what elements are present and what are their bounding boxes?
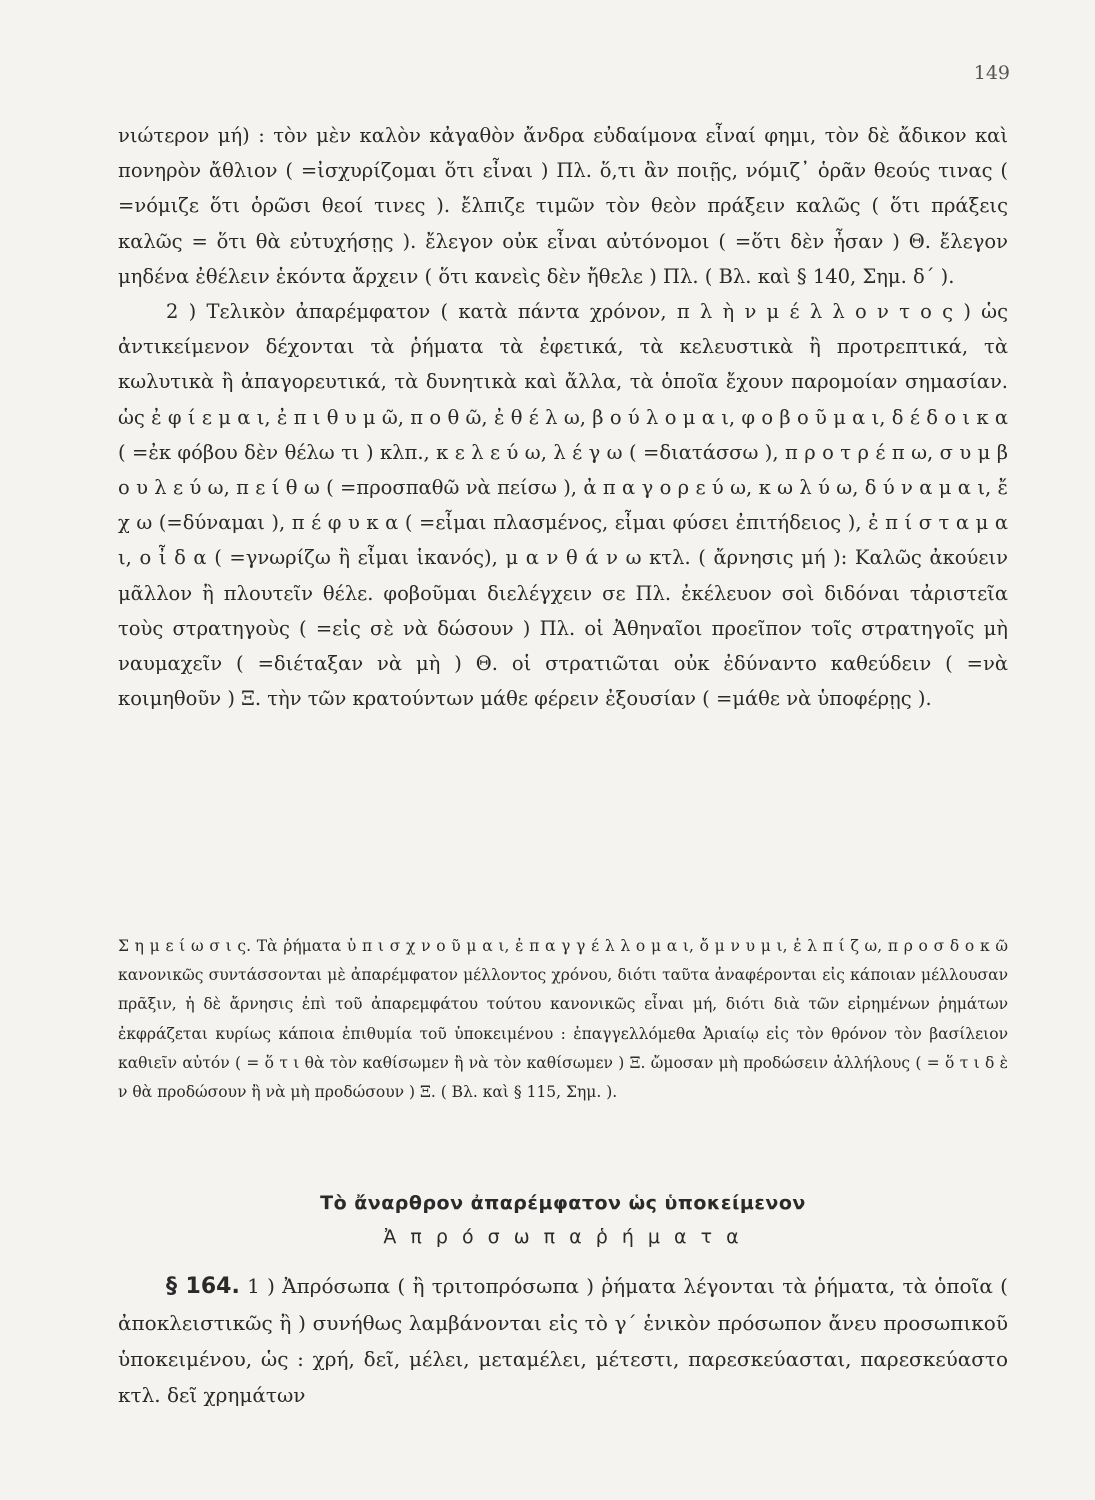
paragraph-2: 2 ) Τελικὸν ἀπαρέμφατον ( κατὰ πάντα χρόνον, π λ ὴ ν μ έ λ λ ο ν τ ο ς ) ὡς ἀντικείμενον δέχονται τὰ ῥήματα τὰ ἐφετικά, τὰ κελευστικὰ ἢ προτρεπτικά, τὰ κωλυτικὰ ἢ ἀπαγορευτικά, τὰ δυνητικὰ καὶ ἄλλα, τὰ ὁποῖα ἔχουν παρομοίαν σημασίαν. ὡς ἐ φ ί ε μ α ι, ἐ π ι θ υ μ ῶ, π ο θ ῶ, ἐ θ έ λ ω, β ο ύ λ ο μ α ι, φ ο β ο ῦ μ α ι, δ έ δ ο ι κ α ( =ἐκ φόβου δὲν θέλω τι ) κλπ., κ ε λ ε ύ ω, λ έ γ ω ( =διατάσσω ), π ρ ο τ ρ έ π ω, σ υ μ β ο υ λ ε ύ ω, π ε ί θ ω ( =προσπαθῶ νὰ πείσω ), ἀ π α γ ο ρ ε ύ ω, κ ω λ ύ ω, δ ύ ν α μ α ι, ἔ χ ω (=δύναμαι ), π έ φ υ κ α ( =εἶμαι πλασμένος, εἶμαι φύσει ἐπιτήδειος ), ἐ π ί σ τ α μ α ι, ο ἶ δ α ( =γνωρίζω ἢ εἶμαι ἱκανός), μ α ν θ ά ν ω κτλ. ( ἄρνησις μή ): Καλῶς ἀκούειν μᾶλλον ἢ πλουτεῖν θέλε. φοβοῦμαι διελέγχειν σε Πλ. ἐκέλευον σοὶ διδόναι τἀριστεῖα τοὺς στρατηγοὺς ( =εἰς σὲ νὰ δώσουν ) Πλ. οἱ Ἀθηναῖοι προεῖπον τοῖς στρατηγοῖς μὴ ναυμαχεῖν ( =διέταξαν νὰ μὴ ) Θ. οἱ στρατιῶται οὐκ ἐδύναντο καθεύδειν ( =νὰ κοιμηθοῦν ) Ξ. τὴν τῶν κρατούντων μάθε φέρειν ἐξουσίαν ( =μάθε νὰ ὑποφέρῃς ). — [118, 300, 1008, 711]
main-text — [118, 118, 1008, 716]
note-paragraph: Σ η μ ε ί ω σ ι ς. Τὰ ῥήματα ὑ π ι σ χ ν ο ῦ μ α ι, ἐ π α γ γ έ λ λ ο μ α ι, ὄ μ ν υ μ ι, ἐ λ π ί ζ ω, π ρ ο σ δ ο κ ῶ κανονικῶς συντάσσονται μὲ ἀπαρέμφατον μέλλοντος χρόνου, διότι ταῦτα ἀναφέρονται εἰς κάποιαν μέλλουσαν πρᾶξιν, ἡ δὲ ἄρνησις ἐπὶ τοῦ ἀπαρεμφάτου τούτου κανονικῶς εἶναι μή, διότι διὰ τῶν εἰρημένων ῥημάτων ἐκφράζεται κυρίως κάποια ἐπιθυμία τοῦ ὑποκειμένου : ἐπαγγελλόμεθα Ἀριαίῳ εἰς τὸν θρόνον τὸν βασίλειον καθιεῖν αὐτόν ( = ὅ τ ι θὰ τὸν καθίσωμεν ἢ νὰ τὸν καθίσωμεν ) Ξ. ὤμοσαν μὴ προδώσειν ἀλλήλους ( = ὅ τ ι δ ὲ ν θὰ προδώσουν ἢ νὰ μὴ προδώσουν ) Ξ. ( Βλ. καὶ § 115, Σημ. ). — [118, 937, 1008, 1102]
section-subheading: Ἀ π ρ ό σ ω π α ῥ ή μ α τ α — [383, 1226, 743, 1248]
page-number: 149 — [973, 62, 1010, 84]
note-block — [118, 932, 1008, 1107]
section-paragraph — [118, 1268, 1008, 1413]
section-body: 1 ) Ἀπρόσωπα ( ἢ τριτοπρόσωπα ) ῥήματα λέγονται τὰ ῥήματα, τὰ ὁποῖα ( ἀποκλειστικῶς ἢ ) συνήθως λαμβάνονται εἰς τὸ γ΄ ἑνικὸν πρόσωπον ἄνευ προσωπικοῦ ὑποκειμένου, ὡς : χρή, δεῖ, μέλει, μεταμέλει, μέτεστι, παρεσκεύασται, παρεσκεύαστο κτλ. δεῖ χρημάτων — [118, 1274, 1008, 1407]
paragraph-1: νιώτερον μή) : τὸν μὲν καλὸν κἀγαθὸν ἄνδρα εὐδαίμονα εἶναί φημι, τὸν δὲ ἄδικον καὶ πονηρὸν ἄθλιον ( =ἰσχυρίζομαι ὅτι εἶναι ) Πλ. ὅ,τι ἂν ποιῇς, νόμιζ᾽ ὁρᾶν θεούς τινας ( =νόμιζε ὅτι ὁρῶσι θεοί τινες ). ἔλπιζε τιμῶν τὸν θεὸν πράξειν καλῶς ( ὅτι πράξεις καλῶς = ὅτι θὰ εὐτυχήσῃς ). ἔλεγον οὐκ εἶναι αὐτόνομοι ( =ὅτι δὲν ἦσαν ) Θ. ἔλεγον μηδένα ἐθέλειν ἑκόντα ἄρχειν ( ὅτι κανεὶς δὲν ἤθελε ) Πλ. ( Βλ. καὶ § 140, Σημ. δ΄ ). — [118, 124, 1008, 288]
section-number: § 164. — [166, 1274, 240, 1299]
section-heading: Τὸ ἄναρθρον ἀπαρέμφατον ὡς ὑποκείμενον — [320, 1192, 806, 1214]
section-164 — [118, 1268, 1008, 1413]
